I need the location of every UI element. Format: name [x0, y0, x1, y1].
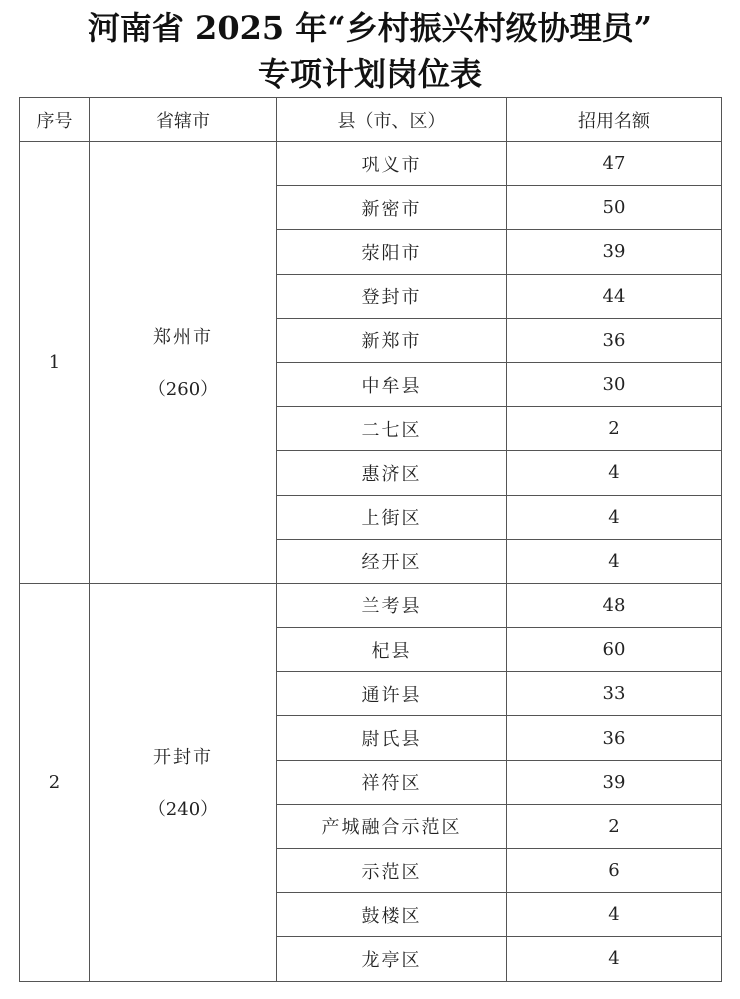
- table-header-row: [20, 98, 722, 142]
- quota-cell: 48: [507, 583, 722, 627]
- county-cell: 尉氏县: [277, 716, 507, 760]
- quota-cell: 4: [507, 937, 722, 981]
- quota-cell: 36: [507, 318, 722, 362]
- county-cell: 兰考县: [277, 583, 507, 627]
- quota-cell: 39: [507, 230, 722, 274]
- county-cell: 新密市: [277, 186, 507, 230]
- county-cell: 示范区: [277, 849, 507, 893]
- position-table: [19, 97, 722, 982]
- county-cell: 产城融合示范区: [277, 804, 507, 848]
- city-cell: [90, 583, 277, 981]
- quota-cell: 4: [507, 539, 722, 583]
- quota-cell: 39: [507, 760, 722, 804]
- table-row: [20, 583, 722, 627]
- header-seq: 序号: [20, 98, 90, 142]
- city-cell: [90, 142, 277, 584]
- county-cell: 中牟县: [277, 362, 507, 406]
- quota-cell: 2: [507, 407, 722, 451]
- header-county: 县（市、区）: [277, 98, 507, 142]
- quota-cell: 4: [507, 495, 722, 539]
- header-city: 省辖市: [90, 98, 277, 142]
- county-cell: 杞县: [277, 628, 507, 672]
- quota-cell: 6: [507, 849, 722, 893]
- quota-cell: 4: [507, 893, 722, 937]
- city-name: 开封市: [153, 747, 213, 769]
- quota-cell: 33: [507, 672, 722, 716]
- header-quota: 招用名额: [507, 98, 722, 142]
- county-cell: 通许县: [277, 672, 507, 716]
- quota-cell: 50: [507, 186, 722, 230]
- county-cell: 登封市: [277, 274, 507, 318]
- table-row: [20, 142, 722, 186]
- quota-cell: 60: [507, 628, 722, 672]
- city-total: （260）: [147, 379, 219, 401]
- county-cell: 巩义市: [277, 142, 507, 186]
- county-cell: 新郑市: [277, 318, 507, 362]
- county-cell: 二七区: [277, 407, 507, 451]
- quota-cell: 47: [507, 142, 722, 186]
- city-total: （240）: [147, 799, 219, 821]
- county-cell: 经开区: [277, 539, 507, 583]
- document-title-line-1: 河南省 2025 年“乡村振兴村级协理员”: [87, 9, 653, 47]
- quota-cell: 30: [507, 362, 722, 406]
- seq-cell: 2: [20, 583, 90, 981]
- city-name: 郑州市: [153, 327, 213, 349]
- county-cell: 惠济区: [277, 451, 507, 495]
- quota-cell: 36: [507, 716, 722, 760]
- document-title-line-2: 专项计划岗位表: [257, 55, 482, 93]
- county-cell: 荥阳市: [277, 230, 507, 274]
- county-cell: 上街区: [277, 495, 507, 539]
- quota-cell: 2: [507, 804, 722, 848]
- seq-cell: 1: [20, 142, 90, 584]
- county-cell: 鼓楼区: [277, 893, 507, 937]
- table-body: [20, 142, 722, 982]
- county-cell: 祥符区: [277, 760, 507, 804]
- county-cell: 龙亭区: [277, 937, 507, 981]
- quota-cell: 4: [507, 451, 722, 495]
- quota-cell: 44: [507, 274, 722, 318]
